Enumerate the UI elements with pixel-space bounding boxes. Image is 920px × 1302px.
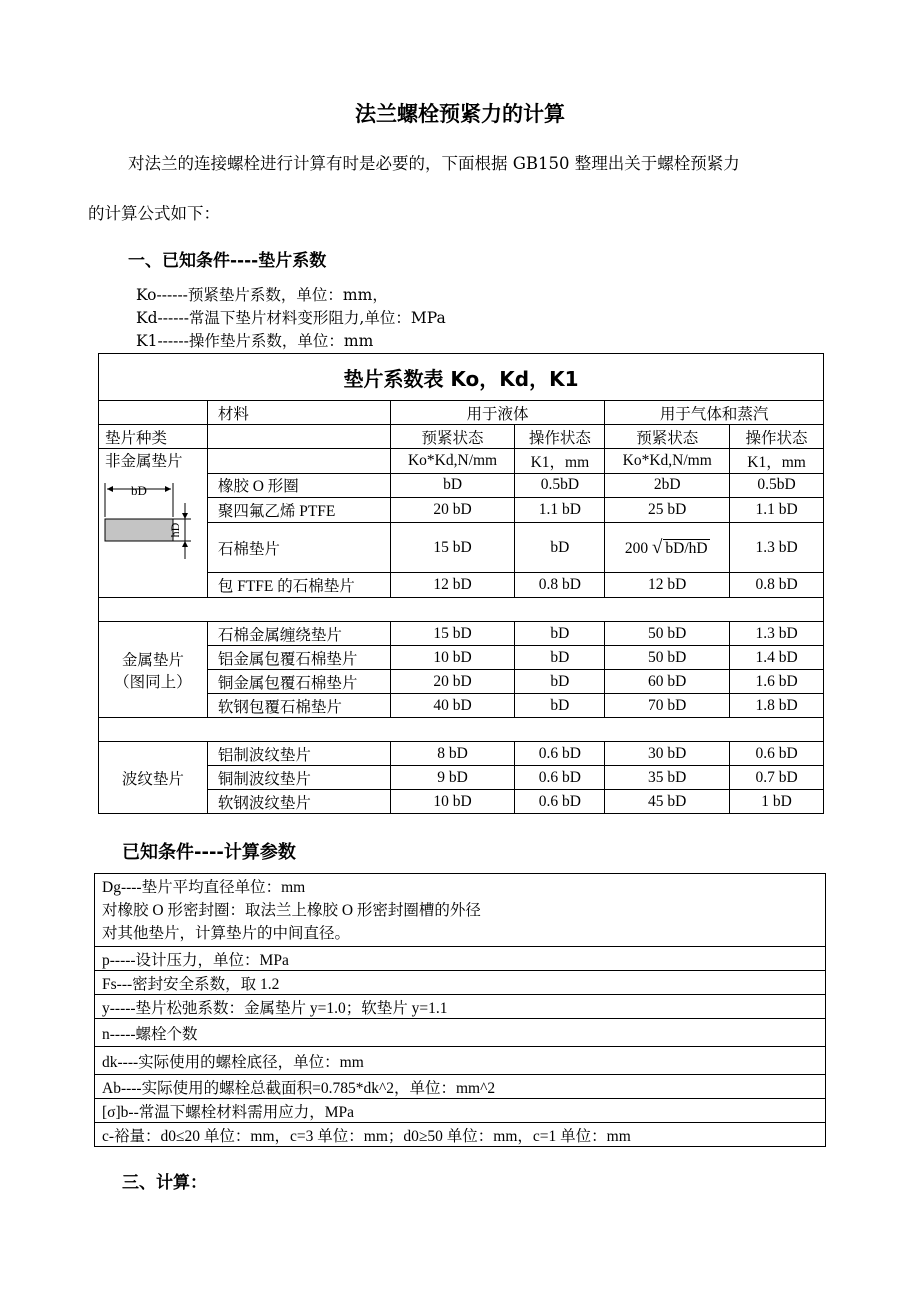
table-row: [99, 766, 824, 790]
col-gas: 用于气体和蒸汽: [605, 401, 824, 425]
gas-op-header: 操作状态: [730, 425, 824, 449]
gas-op-value: 0.5bD: [730, 473, 824, 498]
liquid-pre-value: 8 bD: [390, 742, 515, 766]
table-row: [95, 1123, 826, 1147]
definition-kd: Kd------常温下垫片材料变形阻力,单位：MPa: [136, 309, 446, 327]
section-2-heading: 已知条件----计算参数: [122, 842, 296, 863]
gasket-diagram: [99, 475, 207, 571]
sqrt-coefficient: 200: [624, 539, 649, 557]
param-dg: [95, 874, 826, 947]
gas-pre-value: 30 bD: [605, 742, 730, 766]
table-row: [95, 1047, 826, 1075]
unit-liquid-op: K1，mm: [515, 449, 605, 474]
table-row: [99, 473, 824, 498]
liquid-pre-value: 9 bD: [390, 766, 515, 790]
group-corrugated: 波纹垫片: [99, 742, 208, 814]
table-row: [95, 1075, 826, 1099]
table-caption: 垫片系数表 Ko，Kd，K1: [99, 354, 824, 401]
material-name: 聚四氟乙烯 PTFE: [207, 498, 390, 523]
gas-op-value: 0.8 bD: [730, 573, 824, 598]
gas-pre-value: 50 bD: [605, 622, 730, 646]
table-row: [99, 622, 824, 646]
definition-ko: Ko------预紧垫片系数，单位：mm，: [136, 286, 388, 304]
material-name: 石棉垫片: [207, 522, 390, 572]
param-y: y-----垫片松弛系数：金属垫片 y=1.0；软垫片 y=1.1: [95, 995, 826, 1019]
gas-op-value: 0.6 bD: [730, 742, 824, 766]
material-name: 橡胶 O 形圈: [207, 473, 390, 498]
intro-line-2: 的计算公式如下：: [88, 204, 220, 223]
group-metal: [99, 622, 208, 718]
nonmetal-group-cell: [99, 449, 208, 598]
material-name: 石棉金属缠绕垫片: [207, 622, 390, 646]
gas-pre-value: 12 bD: [605, 573, 730, 598]
liquid-op-value: 0.6 bD: [515, 790, 605, 814]
gas-op-value: 1.8 bD: [730, 694, 824, 718]
param-sigma-b: [σ]b--常温下螺栓材料需用应力，MPa: [95, 1099, 826, 1123]
diagram-arrow-top: [182, 513, 188, 519]
gas-pre-value: 45 bD: [605, 790, 730, 814]
gas-op-value: 1.3 bD: [730, 522, 824, 572]
row-gasket-type: 垫片种类: [99, 425, 208, 449]
material-name: 铜制波纹垫片: [207, 766, 390, 790]
sqrt-body: bD/hD: [665, 539, 708, 557]
liquid-op-value: 1.1 bD: [515, 498, 605, 523]
liquid-pre-value: 15 bD: [390, 622, 515, 646]
liquid-pre-value: 15 bD: [390, 522, 515, 572]
gas-pre-header: 预紧状态: [605, 425, 730, 449]
diagram-gasket-rect: [105, 519, 173, 541]
liquid-op-value: bD: [515, 622, 605, 646]
section-1-heading: 一、已知条件----垫片系数: [128, 251, 327, 271]
group-metal-note: （图同上）: [114, 673, 192, 691]
table-spacer-row: [99, 598, 824, 622]
liquid-op-value: bD: [515, 646, 605, 670]
diagram-bd-label: bD: [131, 483, 147, 498]
diagram-arrow-left: [107, 486, 113, 492]
diagram-arrow-right: [165, 486, 171, 492]
col-liquid: 用于液体: [390, 401, 605, 425]
gas-op-value: 1.3 bD: [730, 622, 824, 646]
liquid-pre-value: bD: [390, 473, 515, 498]
table-row: [99, 742, 824, 766]
liquid-op-header: 操作状态: [515, 425, 605, 449]
material-name: 软钢波纹垫片: [207, 790, 390, 814]
table-row: [99, 670, 824, 694]
gas-pre-value: 60 bD: [605, 670, 730, 694]
table-row: [99, 498, 824, 523]
liquid-pre-value: 40 bD: [390, 694, 515, 718]
liquid-pre-header: 预紧状态: [390, 425, 515, 449]
table-row: [95, 971, 826, 995]
liquid-op-value: bD: [515, 694, 605, 718]
material-name: 铜金属包覆石棉垫片: [207, 670, 390, 694]
table-row: [99, 522, 824, 572]
section-3-heading: 三、计算：: [122, 1173, 207, 1193]
table-row: [95, 995, 826, 1019]
col-material: 材料: [207, 401, 390, 425]
gas-op-value: 1.4 bD: [730, 646, 824, 670]
unit-liquid-pre: Ko*Kd,N/mm: [390, 449, 515, 474]
material-name: 铝金属包覆石棉垫片: [207, 646, 390, 670]
unit-gas-pre: Ko*Kd,N/mm: [605, 449, 730, 474]
liquid-pre-value: 10 bD: [390, 790, 515, 814]
calculation-parameters-table: [94, 873, 826, 1147]
table-row: [99, 694, 824, 718]
page-title: 法兰螺栓预紧力的计算: [355, 102, 565, 126]
gas-op-value: 1.6 bD: [730, 670, 824, 694]
param-dg-definition: Dg----垫片平均直径单位：mm: [102, 879, 306, 896]
diagram-arrow-bottom: [182, 541, 188, 547]
gas-pre-value: 2bD: [605, 473, 730, 498]
sqrt-radical-icon: √: [651, 536, 663, 558]
param-p: p-----设计压力，单位：MPa: [95, 947, 826, 971]
liquid-pre-value: 20 bD: [390, 670, 515, 694]
coefficient-definitions: [136, 284, 446, 353]
group-metal-label: 金属垫片: [121, 651, 184, 669]
param-n: n-----螺栓个数: [95, 1019, 826, 1047]
gas-op-value: 1 bD: [730, 790, 824, 814]
table-row: [95, 947, 826, 971]
param-c: c-裕量：d0≤20 单位：mm，c=3 单位：mm；d0≥50 单位：mm，c=1 单位：mm: [95, 1123, 826, 1147]
group-nonmetal: 非金属垫片: [105, 453, 183, 470]
definition-k1: K1------操作垫片系数，单位：mm: [136, 332, 374, 350]
liquid-op-value: 0.6 bD: [515, 742, 605, 766]
gas-pre-value: 25 bD: [605, 498, 730, 523]
material-name: 铝制波纹垫片: [207, 742, 390, 766]
unit-gas-op: K1，mm: [730, 449, 824, 474]
gas-op-value: 1.1 bD: [730, 498, 824, 523]
param-ab: Ab----实际使用的螺栓总截面积=0.785*dk^2，单位：mm^2: [95, 1075, 826, 1099]
param-dk: dk----实际使用的螺栓底径，单位：mm: [95, 1047, 826, 1075]
table-row: [95, 1019, 826, 1047]
material-name: 包 FTFE 的石棉垫片: [207, 573, 390, 598]
liquid-pre-value: 20 bD: [390, 498, 515, 523]
param-dg-other-note: 对其他垫片，计算垫片的中间直径。: [102, 925, 351, 942]
liquid-op-value: bD: [515, 670, 605, 694]
liquid-op-value: bD: [515, 522, 605, 572]
table-row: [95, 1099, 826, 1123]
table-row: [99, 790, 824, 814]
liquid-op-value: 0.8 bD: [515, 573, 605, 598]
gas-pre-formula: [605, 522, 730, 572]
gas-pre-value: 70 bD: [605, 694, 730, 718]
liquid-op-value: 0.5bD: [515, 473, 605, 498]
liquid-pre-value: 10 bD: [390, 646, 515, 670]
table-row: [99, 646, 824, 670]
table-row: [95, 874, 826, 947]
param-dg-o-ring-note: 对橡胶 O 形密封圈：取法兰上橡胶 O 形密封圈槽的外径: [102, 902, 481, 919]
intro-line-1: 对法兰的连接螺栓进行计算有时是必要的，下面根据 GB150 整理出关于螺栓预紧力: [128, 154, 740, 173]
param-fs: Fs---密封安全系数，取 1.2: [95, 971, 826, 995]
diagram-hd-label: hD: [168, 522, 182, 538]
liquid-pre-value: 12 bD: [390, 573, 515, 598]
gas-op-value: 0.7 bD: [730, 766, 824, 790]
table-spacer-row: [99, 718, 824, 742]
table-row: [99, 573, 824, 598]
liquid-op-value: 0.6 bD: [515, 766, 605, 790]
gas-pre-value: 50 bD: [605, 646, 730, 670]
gas-pre-value: 35 bD: [605, 766, 730, 790]
gasket-coefficient-table: [98, 353, 824, 814]
material-name: 软钢包覆石棉垫片: [207, 694, 390, 718]
